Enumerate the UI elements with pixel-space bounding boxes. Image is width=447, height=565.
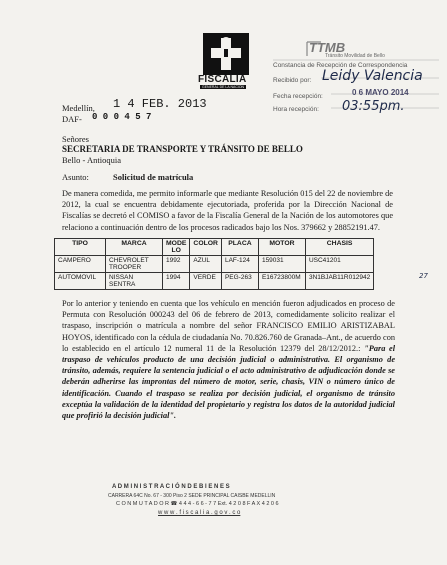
table-cell: LAF-124 [221, 256, 258, 273]
stamp-received-by-signature: Leidy Valencia [322, 68, 423, 84]
daf-label: DAF- [62, 114, 82, 124]
salutation: Señores [62, 134, 89, 144]
stamp-brand: TTMB [309, 40, 346, 55]
fiscalia-logo-text: FISCALIA [198, 74, 247, 85]
paragraph-transfer-quote: "Para el traspaso de vehículos producto de una decisión judicial o administrativa. El organismo de tránsito, además, requiere la sentencia judicial o el acto administrativo de adjudicación donde se deberán adherirse las improntas del número de motor, serie, chasis, VIN o número único de identificación. Cuando el traspaso se realiza por decisión judicial, el organismo de tránsito exceptúa la validación de la identidad del propietario y registra los datos de la autoridad judicial que profirió la decisión judicial". [62, 343, 396, 421]
footer-website: w w w . f i s c a l i a . g o v . c o [158, 510, 241, 516]
fiscalia-logo-icon [203, 33, 249, 75]
table-cell: 1992 [163, 256, 190, 273]
daf-number: 0 0 0 4 5 7 [92, 112, 152, 122]
stamp-line-date: Fecha recepción: [273, 93, 323, 100]
table-cell: VERDE [190, 273, 222, 290]
subject-value: Solicitud de matrícula [113, 172, 194, 182]
table-cell: 159031 [258, 256, 305, 273]
table-row [55, 256, 374, 273]
vehicle-table [54, 238, 374, 290]
table-cell: CHEVROLET TROOPER [106, 256, 163, 273]
footer-phone: C O N M U T A D O R ☎ 4 4 4 - 6 6 - 7 7 Ext. 4 2 0 8 F A X 4 2 0 6 [116, 501, 279, 507]
footer-address: CARRERA 64C No. 67 - 300 Piso 2 SEDE PRINCIPAL CAISBE MEDELLIN [108, 493, 276, 499]
column-header: TIPO [55, 239, 106, 256]
column-header: MODE LO [163, 239, 190, 256]
stamp-time-value: 03:55pm. [342, 99, 405, 114]
recipient-location: Bello - Antioquia [62, 155, 122, 165]
table-header-row [55, 239, 374, 256]
subject-label: Asunto: [62, 172, 89, 182]
recipient-org: SECRETARIA DE TRANSPORTE Y TRÁNSITO DE BELLO [62, 144, 303, 154]
footer-department: A D M I N I S T R A C I Ó N D E B I E N E S [112, 484, 230, 490]
column-header: MOTOR [258, 239, 305, 256]
stamp-line-time: Hora recepción: [273, 106, 319, 113]
column-header: MARCA [106, 239, 163, 256]
column-header: COLOR [190, 239, 222, 256]
column-header: PLACA [221, 239, 258, 256]
header-city: Medellín, [62, 103, 95, 113]
table-cell: AUTOMOVIL [55, 273, 106, 290]
margin-handwritten-note: 27 [419, 272, 428, 280]
stamp-date-value: 0 6 MAYO 2014 [352, 88, 409, 97]
stamp-brand-sub: Tránsito Movilidad de Bello [325, 53, 385, 59]
stamp-line-title: Constancia de Recepción de Correspondencia [273, 62, 408, 69]
table-cell: 3N1BJAB11R012942 [305, 273, 373, 290]
table-cell: 1994 [163, 273, 190, 290]
table-cell: USC41201 [305, 256, 373, 273]
table-cell: NISSAN SENTRA [106, 273, 163, 290]
stamp-line-received: Recibido por: [273, 77, 312, 84]
header-date: 1 4 FEB. 2013 [113, 97, 207, 111]
fiscalia-logo-tagline: GENERAL DE LA NACION [202, 85, 245, 89]
table-cell: CAMPERO [55, 256, 106, 273]
table-row [55, 273, 374, 290]
table-cell: PEG-263 [221, 273, 258, 290]
table-cell: E16723800M [258, 273, 305, 290]
paragraph-transfer-request [62, 298, 395, 421]
table-cell: AZUL [190, 256, 222, 273]
paragraph-transfer-plain: Por lo anterior y teniendo en cuenta que los vehículo en mención fueron adjudicados en proceso de Permuta con Resolución 000243 del 06 de febrero de 2013, comedidamente solicito realizar el traspaso, inscripción o matrícula a nombre del señor FRANCISCO EMILIO ARISTIZABAL HOYOS, identificado con la cédula de ciudadanía No. 70.826.760 de Granada–Ant., de acuerdo con lo establecido en el artículo 12 numeral 11 de la Resolución 12379 del 28/12/2012.: [62, 299, 395, 353]
paragraph-resolution: De manera comedida, me permito informarle que mediante Resolución 015 del 22 de noviembre de 2012, la cual se encuentra debidamente ejecutoriada, proferida por la Dirección Nacional de Fiscalías se decretó el COMISO a favor de la Fiscalía General de la Nación de los automotores que relaciono a continuación dentro de los procesos radicados bajo los Nos. 379662 y 28852191.47. [62, 189, 393, 232]
column-header: CHASIS [305, 239, 373, 256]
